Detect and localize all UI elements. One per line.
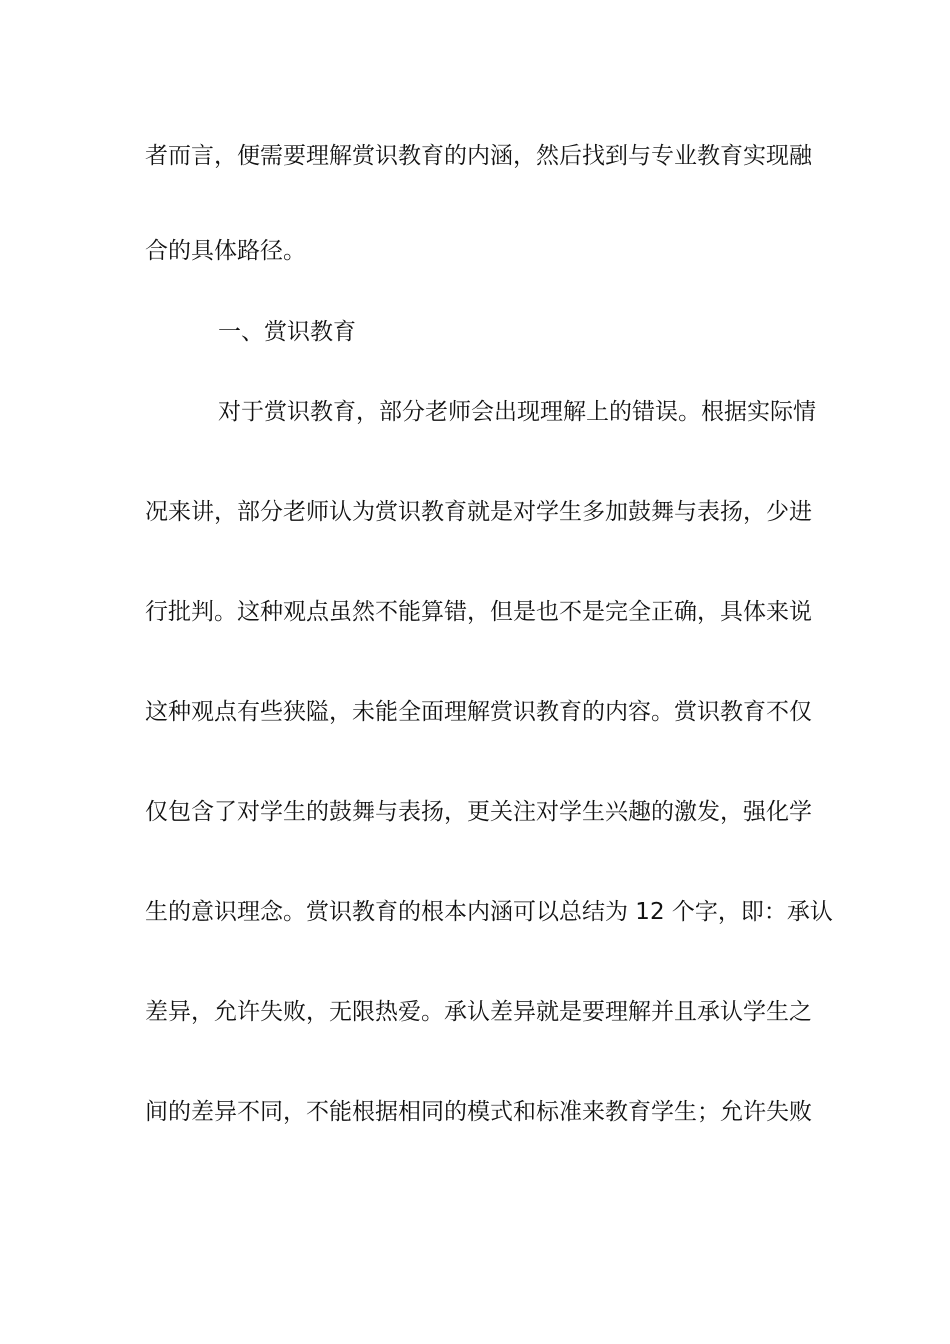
- text-line-9: 差异，允许失败，无限热爱。承认差异就是要理解并且承认学生之: [145, 999, 812, 1025]
- text-line-8: 生的意识理念。赏识教育的根本内涵可以总结为 12 个字，即：承认: [145, 899, 833, 925]
- text-line-4: 况来讲，部分老师认为赏识教育就是对学生多加鼓舞与表扬，少进: [145, 499, 812, 525]
- text-line-7: 仅包含了对学生的鼓舞与表扬，更关注对学生兴趣的激发，强化学: [145, 799, 812, 825]
- section-heading: 一、赏识教育: [218, 319, 356, 345]
- text-line-5: 行批判。这种观点虽然不能算错，但是也不是完全正确，具体来说: [145, 599, 812, 625]
- text-line-10: 间的差异不同，不能根据相同的模式和标准来教育学生；允许失败: [145, 1099, 812, 1125]
- text-line-1: 者而言，便需要理解赏识教育的内涵，然后找到与专业教育实现融: [145, 143, 812, 169]
- text-line-2: 合的具体路径。: [145, 238, 306, 264]
- text-line-6: 这种观点有些狭隘，未能全面理解赏识教育的内容。赏识教育不仅: [145, 699, 812, 725]
- text-line-3: 对于赏识教育，部分老师会出现理解上的错误。根据实际情: [218, 399, 816, 425]
